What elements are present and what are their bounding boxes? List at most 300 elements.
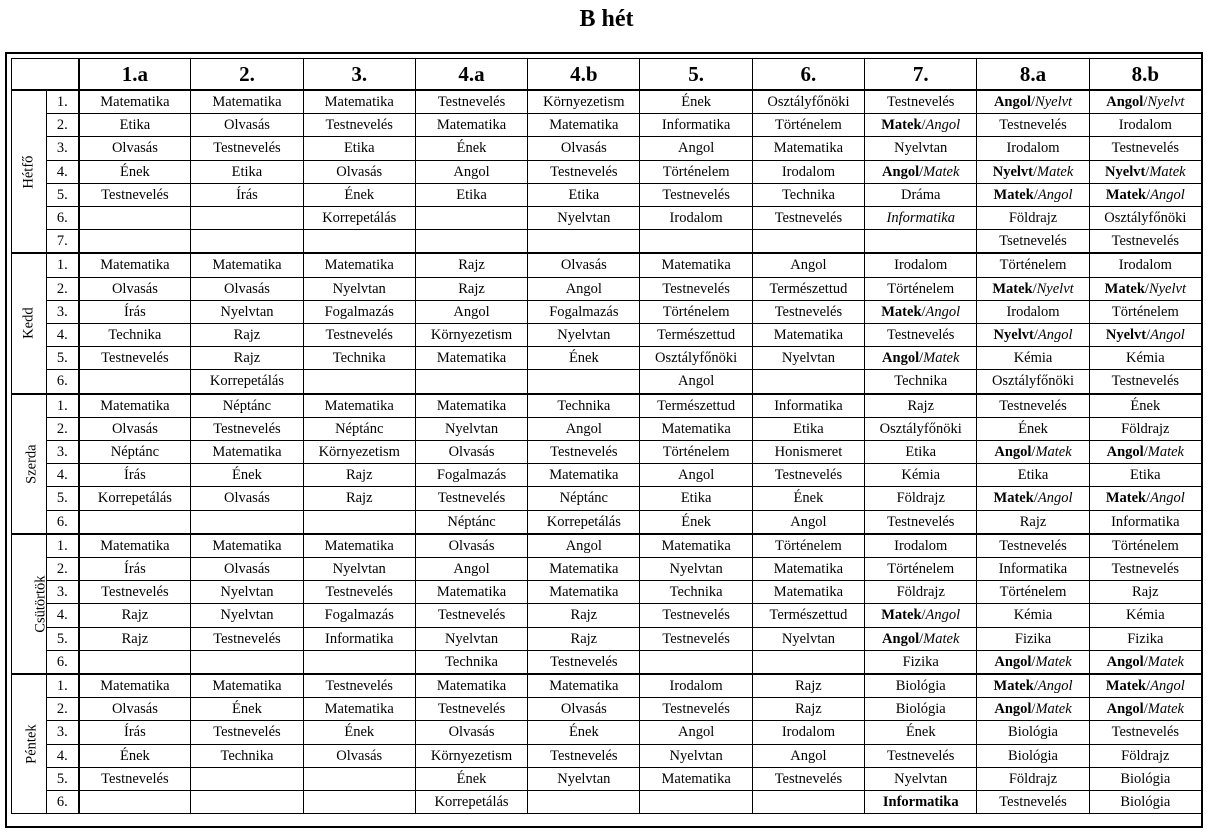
subject-text: Etika xyxy=(905,444,937,461)
lesson-row xyxy=(12,370,1202,394)
lesson-cell xyxy=(303,534,415,558)
lesson-cell xyxy=(79,394,191,418)
lesson-cell xyxy=(977,370,1089,394)
lesson-cell xyxy=(79,558,191,581)
subject-text: Matematika xyxy=(212,257,282,274)
lesson-cell xyxy=(640,277,752,300)
subject-text: / xyxy=(1033,678,1038,695)
lesson-cell xyxy=(79,207,191,230)
lesson-cell xyxy=(303,441,415,464)
lesson-cell xyxy=(415,114,527,137)
subject-text: Irodalom xyxy=(669,210,723,227)
lesson-cell xyxy=(191,698,303,721)
lesson-cell xyxy=(191,534,303,558)
lesson-cell xyxy=(79,674,191,698)
lesson-cell xyxy=(528,137,640,160)
period-number: 2. xyxy=(47,417,79,440)
period-number: 6. xyxy=(47,370,79,394)
class-header: 6. xyxy=(752,59,864,91)
lesson-cell xyxy=(1089,627,1201,650)
lesson-cell xyxy=(79,370,191,394)
subject-text: Testnevelés xyxy=(662,630,730,647)
subject-text: Olvasás xyxy=(336,747,383,764)
subject-text: Matematika xyxy=(549,584,619,601)
lesson-cell xyxy=(977,183,1089,206)
lesson-row xyxy=(12,721,1202,744)
lesson-cell xyxy=(1089,253,1201,277)
subject-text: Fizika xyxy=(1014,630,1052,647)
subject-text: Olvasás xyxy=(223,561,270,578)
subject-text: Olvasás xyxy=(223,117,270,134)
subject-text: Irodalom xyxy=(1118,117,1172,134)
lesson-cell xyxy=(865,230,977,254)
lesson-cell xyxy=(640,791,752,814)
lesson-cell xyxy=(415,581,527,604)
lesson-cell xyxy=(191,487,303,510)
subject-text: Történelem xyxy=(887,561,955,578)
lesson-cell xyxy=(640,347,752,370)
lesson-cell xyxy=(79,324,191,347)
lesson-cell xyxy=(1089,441,1201,464)
lesson-cell xyxy=(415,510,527,534)
period-number: 2. xyxy=(47,558,79,581)
lesson-cell xyxy=(415,253,527,277)
subject-text: Testnevelés xyxy=(213,724,281,741)
subject-text: Környezetism xyxy=(543,94,625,110)
lesson-cell xyxy=(303,791,415,814)
subject-text: Angol xyxy=(925,607,961,624)
subject-text: Természettud xyxy=(769,280,848,297)
subject-text: Korrepetálás xyxy=(546,513,621,530)
lesson-cell xyxy=(79,277,191,300)
lesson-cell xyxy=(865,510,977,534)
subject-text: Néptánc xyxy=(110,444,160,461)
subject-text: / xyxy=(919,350,924,367)
lesson-cell xyxy=(640,558,752,581)
lesson-row xyxy=(12,417,1202,440)
page-title: B hét xyxy=(579,6,634,32)
lesson-cell xyxy=(303,674,415,698)
subject-text: Etika xyxy=(793,420,824,437)
period-number: 3. xyxy=(47,137,79,160)
subject-text: Nyelvtan xyxy=(220,607,274,624)
subject-text: Ének xyxy=(905,724,936,741)
subject-text: Matematika xyxy=(100,94,170,110)
subject-text: Testnevelés xyxy=(774,467,843,484)
subject-text: Ének xyxy=(1130,397,1161,414)
lesson-cell xyxy=(640,650,752,674)
lesson-cell xyxy=(865,464,977,487)
subject-text: Ének xyxy=(232,701,262,718)
subject-text: Informatika xyxy=(325,630,394,647)
subject-text: Irodalom xyxy=(1006,140,1060,157)
lesson-cell xyxy=(79,510,191,534)
lesson-cell xyxy=(865,534,977,558)
subject-text: Fogalmazás xyxy=(324,607,394,624)
lesson-cell xyxy=(79,534,191,558)
subject-text: Matek xyxy=(1105,186,1147,203)
subject-text: Osztályfőnöki xyxy=(1104,210,1187,227)
period-number: 1. xyxy=(47,534,79,558)
subject-text: Osztályfőnöki xyxy=(655,350,738,367)
subject-text: Testnevelés xyxy=(887,327,955,344)
subject-text: Matek xyxy=(1147,701,1184,718)
subject-text: Fizika xyxy=(902,653,939,670)
subject-text: Angol xyxy=(1106,701,1144,718)
subject-text: Angol xyxy=(882,163,920,180)
lesson-cell xyxy=(752,791,864,814)
subject-text: Földrajz xyxy=(1008,770,1058,787)
class-header: 4.b xyxy=(528,59,640,91)
lesson-cell xyxy=(752,510,864,534)
day-label xyxy=(12,394,47,534)
lesson-cell xyxy=(303,300,415,323)
lesson-cell xyxy=(303,160,415,183)
lesson-cell xyxy=(752,698,864,721)
subject-text: Ének xyxy=(232,467,262,484)
lesson-cell xyxy=(865,627,977,650)
subject-text: Matematika xyxy=(661,257,731,274)
subject-text: Matematika xyxy=(661,770,731,787)
subject-text: Néptánc xyxy=(335,420,384,437)
subject-text: Technika xyxy=(445,653,498,670)
lesson-cell xyxy=(79,464,191,487)
timetable-body xyxy=(12,90,1202,814)
subject-text: Testnevelés xyxy=(1111,724,1180,741)
lesson-cell xyxy=(977,674,1089,698)
lesson-cell xyxy=(640,90,752,114)
lesson-cell xyxy=(977,324,1089,347)
subject-text: Angol xyxy=(565,537,602,554)
subject-text: / xyxy=(1033,186,1038,203)
lesson-cell xyxy=(79,627,191,650)
subject-text: Környezetism xyxy=(318,444,400,461)
subject-text: Irodalom xyxy=(669,678,723,695)
lesson-cell xyxy=(303,487,415,510)
subject-text: Biológia xyxy=(1120,794,1171,811)
period-number: 1. xyxy=(47,674,79,698)
subject-text: Informatika xyxy=(774,397,843,414)
lesson-cell xyxy=(79,487,191,510)
subject-text: Tsetnevelés xyxy=(999,233,1067,250)
subject-text: Irodalom xyxy=(894,257,948,274)
subject-text: Matek xyxy=(1104,280,1145,297)
lesson-cell xyxy=(528,230,640,254)
lesson-cell xyxy=(191,324,303,347)
lesson-cell xyxy=(640,114,752,137)
lesson-cell xyxy=(865,791,977,814)
subject-text: / xyxy=(1146,327,1151,344)
lesson-cell xyxy=(977,510,1089,534)
subject-text: Testnevelés xyxy=(999,117,1067,134)
lesson-cell xyxy=(752,160,864,183)
subject-text: Matematika xyxy=(100,537,170,554)
lesson-cell xyxy=(640,510,752,534)
subject-text: Matek xyxy=(881,117,922,134)
subject-text: Angol xyxy=(790,257,827,274)
lesson-cell xyxy=(752,581,864,604)
subject-text: Technika xyxy=(220,747,274,764)
subject-text: Angol xyxy=(882,350,920,367)
subject-text: Testnevelés xyxy=(662,280,730,297)
period-number: 7. xyxy=(47,230,79,254)
period-number: 5. xyxy=(47,347,79,370)
subject-text: / xyxy=(1143,701,1148,718)
subject-text: Angol xyxy=(1150,327,1185,344)
class-header: 1.a xyxy=(79,59,191,91)
period-number: 4. xyxy=(47,324,79,347)
lesson-cell xyxy=(1089,510,1201,534)
subject-text: Angol xyxy=(1150,678,1185,695)
subject-text: Olvasás xyxy=(448,724,495,741)
subject-text: Matematika xyxy=(324,537,394,554)
lesson-cell xyxy=(1089,581,1201,604)
subject-text: Történelem xyxy=(1111,537,1179,554)
subject-text: Néptánc xyxy=(222,397,272,414)
subject-text: Matematika xyxy=(773,327,844,344)
lesson-cell xyxy=(1089,744,1201,767)
lesson-cell xyxy=(1089,534,1201,558)
lesson-cell xyxy=(415,464,527,487)
subject-text: Rajz xyxy=(121,630,149,647)
subject-text: Angol xyxy=(1106,653,1144,670)
lesson-row xyxy=(12,581,1202,604)
lesson-cell xyxy=(79,230,191,254)
subject-text: / xyxy=(1146,490,1151,507)
lesson-row xyxy=(12,324,1202,347)
subject-text: Angol xyxy=(790,513,827,530)
period-number: 4. xyxy=(47,160,79,183)
lesson-row xyxy=(12,300,1202,323)
subject-text: / xyxy=(919,630,924,647)
subject-text: Történelem xyxy=(775,537,842,554)
lesson-cell xyxy=(752,137,864,160)
subject-text: Angol xyxy=(1106,94,1144,110)
lesson-cell xyxy=(528,324,640,347)
lesson-cell xyxy=(415,277,527,300)
lesson-cell xyxy=(191,791,303,814)
lesson-cell xyxy=(303,207,415,230)
subject-text: Olvasás xyxy=(448,444,495,461)
lesson-cell xyxy=(191,767,303,790)
subject-text: Testnevelés xyxy=(213,630,281,647)
subject-text: Angol xyxy=(1037,186,1073,203)
subject-text: Matematika xyxy=(549,117,619,134)
lesson-cell xyxy=(1089,394,1201,418)
subject-text: Fogalmazás xyxy=(549,303,619,320)
subject-text: Matematika xyxy=(212,444,282,461)
subject-text: Földrajz xyxy=(896,584,945,601)
subject-text: Angol xyxy=(1150,490,1185,507)
lesson-cell xyxy=(865,744,977,767)
subject-text: Matek xyxy=(923,350,960,367)
lesson-cell xyxy=(752,417,864,440)
subject-text: Ének xyxy=(681,94,712,110)
lesson-cell xyxy=(79,604,191,627)
day-label-text: Csütörtök xyxy=(32,575,49,633)
lesson-cell xyxy=(415,558,527,581)
lesson-cell xyxy=(79,441,191,464)
subject-text: Történelem xyxy=(887,280,955,297)
period-number: 2. xyxy=(47,277,79,300)
subject-text: Testnevelés xyxy=(213,140,281,157)
subject-text: Írás xyxy=(124,467,146,484)
subject-text: Ének xyxy=(120,747,150,764)
subject-text: Nyelvtan xyxy=(781,350,835,367)
lesson-cell xyxy=(977,558,1089,581)
lesson-cell xyxy=(303,324,415,347)
subject-text: / xyxy=(919,163,924,180)
lesson-cell xyxy=(1089,90,1201,114)
lesson-cell xyxy=(79,721,191,744)
lesson-cell xyxy=(977,417,1089,440)
subject-text: / xyxy=(1031,94,1036,110)
subject-text: Etika xyxy=(1017,467,1049,484)
subject-text: Nyelvtan xyxy=(669,747,723,764)
subject-text: Ének xyxy=(456,770,487,787)
subject-text: Technika xyxy=(781,186,835,203)
lesson-cell xyxy=(752,767,864,790)
lesson-cell xyxy=(528,114,640,137)
lesson-cell xyxy=(191,650,303,674)
subject-text: Testnevelés xyxy=(774,210,843,227)
lesson-cell xyxy=(79,253,191,277)
lesson-cell xyxy=(528,674,640,698)
day-label-text: Hétfő xyxy=(20,155,37,189)
subject-text: Angol xyxy=(1037,490,1073,507)
lesson-row xyxy=(12,207,1202,230)
lesson-cell xyxy=(865,253,977,277)
subject-text: Testnevelés xyxy=(325,327,393,344)
subject-text: Matek xyxy=(881,303,922,320)
subject-text: Ének xyxy=(568,724,599,741)
period-number: 3. xyxy=(47,441,79,464)
lesson-cell xyxy=(303,767,415,790)
class-header: 8.b xyxy=(1089,59,1201,91)
subject-text: Matematika xyxy=(436,117,507,134)
lesson-cell xyxy=(640,160,752,183)
subject-text: Matek xyxy=(881,607,922,624)
lesson-cell xyxy=(415,137,527,160)
subject-text: Nyelvtan xyxy=(332,280,386,297)
lesson-cell xyxy=(977,230,1089,254)
lesson-cell xyxy=(415,721,527,744)
lesson-cell xyxy=(752,650,864,674)
lesson-cell xyxy=(303,698,415,721)
subject-text: Informatika xyxy=(661,117,731,134)
subject-text: Természettud xyxy=(657,397,736,414)
subject-text: Matematika xyxy=(549,467,619,484)
lesson-cell xyxy=(640,698,752,721)
period-number: 1. xyxy=(47,394,79,418)
subject-text: Angol xyxy=(1150,186,1185,203)
lesson-cell xyxy=(977,137,1089,160)
subject-text: Irodalom xyxy=(781,163,835,180)
subject-text: Biológia xyxy=(1008,747,1058,764)
lesson-cell xyxy=(191,721,303,744)
subject-text: Matematika xyxy=(773,140,844,157)
subject-text: Nyelvtan xyxy=(669,561,723,578)
lesson-cell xyxy=(415,183,527,206)
lesson-cell xyxy=(865,581,977,604)
subject-text: / xyxy=(1031,701,1036,718)
lesson-cell xyxy=(528,698,640,721)
subject-text: Rajz xyxy=(458,257,485,274)
lesson-cell xyxy=(79,160,191,183)
lesson-cell xyxy=(865,370,977,394)
subject-text: Rajz xyxy=(458,280,485,297)
lesson-cell xyxy=(977,277,1089,300)
lesson-cell xyxy=(640,230,752,254)
subject-text: Testnevelés xyxy=(437,701,506,718)
lesson-cell xyxy=(528,277,640,300)
period-number: 6. xyxy=(47,510,79,534)
subject-text: Matek xyxy=(993,186,1034,203)
lesson-cell xyxy=(303,90,415,114)
lesson-cell xyxy=(528,160,640,183)
subject-text: Olvasás xyxy=(560,257,607,274)
period-number: 2. xyxy=(47,698,79,721)
subject-text: Olvasás xyxy=(336,163,383,180)
subject-text: Írás xyxy=(124,724,146,741)
subject-text: Matematika xyxy=(436,350,507,367)
subject-text: Fizika xyxy=(1127,630,1164,647)
subject-text: Angol xyxy=(925,303,961,320)
period-number: 5. xyxy=(47,627,79,650)
lesson-cell xyxy=(303,417,415,440)
subject-text: Informatika xyxy=(998,561,1068,578)
period-number: 6. xyxy=(47,791,79,814)
subject-text: Olvasás xyxy=(560,140,607,157)
subject-text: Testnevelés xyxy=(887,747,955,764)
lesson-cell xyxy=(640,253,752,277)
lesson-cell xyxy=(79,114,191,137)
subject-text: Olvasás xyxy=(111,280,158,297)
lesson-cell xyxy=(977,627,1089,650)
subject-text: Testnevelés xyxy=(887,513,955,530)
subject-text: Rajz xyxy=(345,490,373,507)
subject-text: Testnevelés xyxy=(1111,561,1180,578)
subject-text: Olvasás xyxy=(223,280,270,297)
subject-text: / xyxy=(1143,653,1148,670)
subject-text: Nyelvtan xyxy=(332,561,386,578)
lesson-row xyxy=(12,464,1202,487)
lesson-cell xyxy=(865,324,977,347)
lesson-cell xyxy=(640,300,752,323)
lesson-row xyxy=(12,791,1202,814)
subject-text: Környezetism xyxy=(430,747,513,764)
subject-text: Testnevelés xyxy=(213,420,281,437)
period-number: 5. xyxy=(47,487,79,510)
subject-text: Matek xyxy=(1035,653,1072,670)
subject-text: / xyxy=(1146,186,1151,203)
lesson-cell xyxy=(191,604,303,627)
lesson-cell xyxy=(1089,464,1201,487)
subject-text: Rajz xyxy=(570,630,598,647)
period-number: 1. xyxy=(47,253,79,277)
subject-text: Nyelvtan xyxy=(894,140,948,157)
lesson-cell xyxy=(191,744,303,767)
subject-text: Angol xyxy=(994,701,1032,718)
lesson-cell xyxy=(191,277,303,300)
lesson-cell xyxy=(752,90,864,114)
lesson-cell xyxy=(1089,137,1201,160)
lesson-cell xyxy=(865,90,977,114)
lesson-cell xyxy=(1089,347,1201,370)
lesson-cell xyxy=(415,160,527,183)
subject-text: Rajz xyxy=(1019,513,1047,530)
subject-text: Kémia xyxy=(1013,607,1053,624)
